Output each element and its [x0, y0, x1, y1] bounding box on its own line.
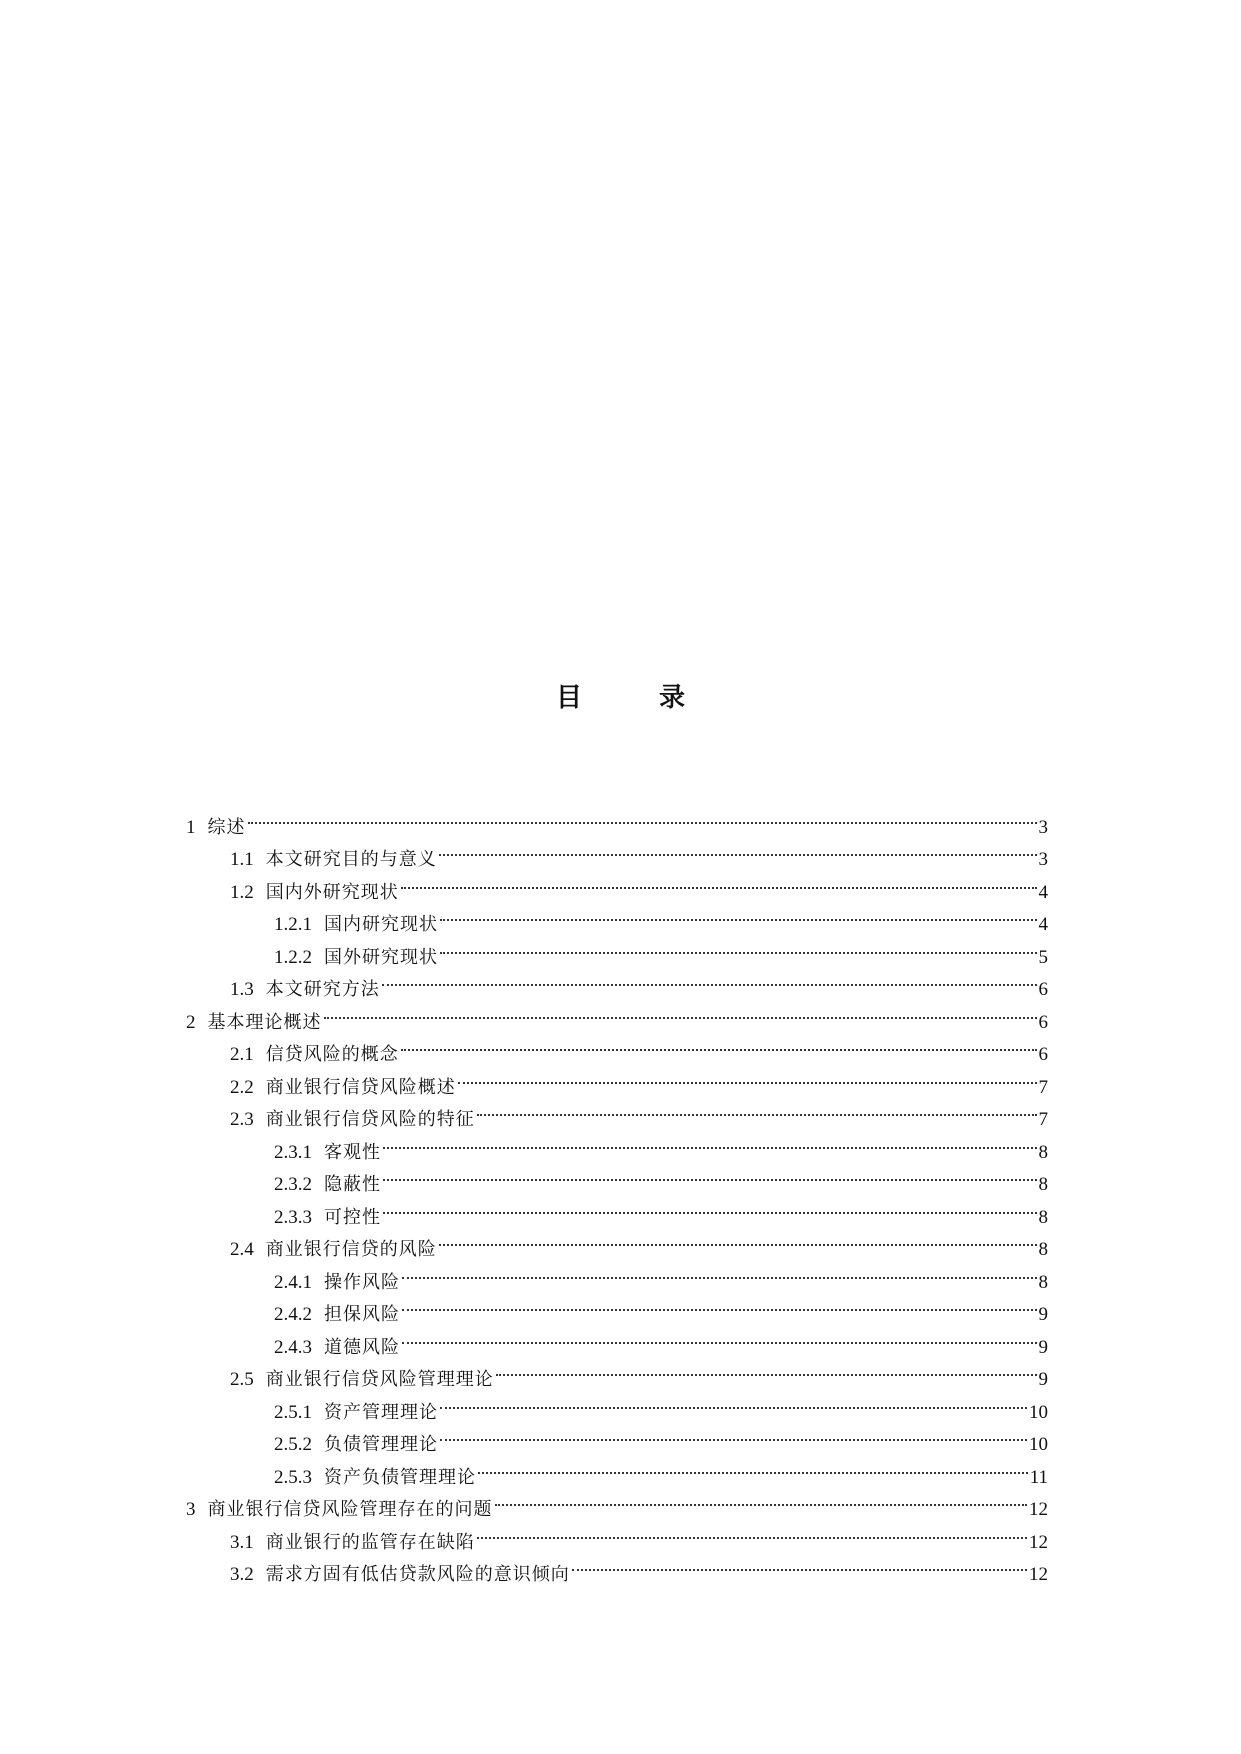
toc-dot-leader: [440, 930, 1037, 963]
toc-dot-leader: [383, 1158, 1037, 1191]
toc-entry-number: 3.2: [230, 1564, 254, 1585]
toc-entry-page: 7: [1038, 1076, 1048, 1098]
toc-entry[interactable]: [186, 930, 1048, 968]
toc-entry-page: 4: [1038, 881, 1048, 903]
toc-entry[interactable]: [186, 1223, 1048, 1260]
toc-entry-number: 2: [186, 1011, 196, 1033]
toc-entry-title: 隐蔽性: [324, 1174, 381, 1195]
toc-dot-leader: [402, 1288, 1037, 1321]
toc-entry-page: 10: [1029, 1401, 1048, 1423]
toc-dot-leader: [495, 1483, 1028, 1516]
toc-entry-number: 2.3.3: [274, 1206, 312, 1228]
toc-entry-number: 1.2.2: [274, 946, 312, 968]
toc-dot-leader: [439, 833, 1037, 866]
toc-dot-leader: [402, 1255, 1037, 1288]
toc-entry-title: 担保风险: [324, 1304, 400, 1325]
toc-entry-page: 7: [1038, 1109, 1048, 1130]
toc-entry-title: 资产负债管理理论: [324, 1466, 476, 1488]
toc-entry-title: 可控性: [324, 1206, 381, 1228]
toc-entry-page: 4: [1038, 914, 1048, 935]
toc-entry-number: 3: [186, 1499, 196, 1520]
toc-entry-page: 6: [1038, 1044, 1048, 1065]
toc-dot-leader: [324, 995, 1037, 1028]
toc-entry-number: 2.4.2: [274, 1304, 312, 1325]
toc-entry[interactable]: [186, 963, 1048, 1000]
toc-entry-page: 12: [1029, 1499, 1048, 1520]
toc-entry-number: 2.5: [230, 1369, 254, 1390]
toc-entry-title: 商业银行信贷的风险: [265, 1239, 437, 1260]
toc-entry-page: 11: [1029, 1466, 1048, 1488]
toc-entry-number: 1: [186, 816, 196, 838]
toc-entry-title: 负债管理理论: [324, 1434, 438, 1455]
toc-dot-leader: [402, 1320, 1037, 1353]
toc-entry-number: 2.4: [230, 1239, 254, 1260]
toc-entry-page: 12: [1029, 1531, 1048, 1553]
toc-entry-number: 1.2.1: [274, 914, 312, 935]
toc-entry-title: 商业银行信贷风险概述: [265, 1076, 456, 1098]
toc-entry[interactable]: [186, 1320, 1048, 1358]
toc-entry-page: 8: [1038, 1206, 1048, 1228]
toc-dot-leader: [496, 1353, 1037, 1386]
toc-entry-number: 2.5.3: [274, 1466, 312, 1488]
toc-entry[interactable]: [186, 1190, 1048, 1228]
toc-dot-leader: [440, 1385, 1027, 1418]
toc-entry-page: 8: [1038, 1174, 1048, 1195]
toc-entry-page: 9: [1038, 1336, 1048, 1358]
toc-entry-page: 8: [1038, 1239, 1048, 1260]
toc-entry-title: 国内外研究现状: [265, 881, 399, 903]
toc-entry-title: 需求方固有低估贷款风险的意识倾向: [265, 1564, 570, 1585]
toc-entry-number: 2.1: [230, 1044, 254, 1065]
toc-entry-number: 2.2: [230, 1076, 254, 1098]
toc-entry-title: 道德风险: [324, 1336, 400, 1358]
toc-dot-leader: [248, 800, 1037, 833]
toc-dot-leader: [439, 1223, 1037, 1256]
toc-entry-page: 9: [1038, 1304, 1048, 1325]
toc-entry[interactable]: [186, 1450, 1048, 1488]
toc-entry-number: 2.3.2: [274, 1174, 312, 1195]
toc-entry-number: 2.4.3: [274, 1336, 312, 1358]
toc-entry-page: 9: [1038, 1369, 1048, 1390]
toc-entry-page: 3: [1038, 849, 1048, 870]
toc-dot-leader: [458, 1060, 1037, 1093]
toc-entry[interactable]: [186, 1483, 1048, 1520]
toc-entry-page: 6: [1038, 1011, 1048, 1033]
toc-entry-page: 10: [1029, 1434, 1048, 1455]
toc-entry-page: 12: [1029, 1564, 1048, 1585]
toc-entry[interactable]: [186, 1353, 1048, 1390]
toc-entry-page: 6: [1038, 979, 1048, 1000]
toc-dot-leader: [440, 898, 1037, 931]
toc-entry-number: 1.3: [230, 979, 254, 1000]
toc-entry-number: 1.1: [230, 849, 254, 870]
toc-entry-title: 操作风险: [324, 1271, 400, 1293]
toc-entry[interactable]: [186, 1158, 1048, 1195]
toc-entry-number: 2.3.1: [274, 1141, 312, 1163]
toc-entry-title: 商业银行的监管存在缺陷: [265, 1531, 475, 1553]
toc-entry-number: 1.2: [230, 881, 254, 903]
toc-entry-page: 3: [1038, 816, 1048, 838]
toc-entry-title: 资产管理理论: [324, 1401, 438, 1423]
toc-dot-leader: [382, 963, 1037, 996]
toc-entry-number: 2.4.1: [274, 1271, 312, 1293]
toc-entry-title: 基本理论概述: [207, 1011, 322, 1033]
toc-dot-leader: [401, 1028, 1037, 1061]
toc-entry[interactable]: [186, 1288, 1048, 1325]
toc-entry-title: 国外研究现状: [324, 946, 438, 968]
toc-entry-page: 5: [1038, 946, 1048, 968]
toc-entry-number: 2.5.2: [274, 1434, 312, 1455]
toc-entry-title: 商业银行信贷风险管理理论: [265, 1369, 494, 1390]
toc-dot-leader: [401, 865, 1037, 898]
toc-entry-title: 客观性: [324, 1141, 381, 1163]
toc-entry-title: 本文研究方法: [265, 979, 380, 1000]
toc-entry-title: 综述: [207, 816, 246, 838]
toc-entry-title: 商业银行信贷风险管理存在的问题: [207, 1499, 493, 1520]
toc-entry-title: 商业银行信贷风险的特征: [265, 1109, 475, 1130]
toc-entry-page: 8: [1038, 1141, 1048, 1163]
toc-dot-leader: [477, 1093, 1037, 1126]
toc-entry-number: 2.3: [230, 1109, 254, 1130]
toc-entry-title: 信贷风险的概念: [265, 1044, 399, 1065]
toc-dot-leader: [478, 1450, 1028, 1483]
toc-dot-leader: [477, 1515, 1027, 1548]
toc-dot-leader: [440, 1418, 1027, 1451]
page-title: 目 录: [555, 683, 720, 713]
toc-entry[interactable]: [186, 1418, 1048, 1455]
toc-entry-title: 国内研究现状: [324, 914, 438, 935]
toc-dot-leader: [572, 1548, 1027, 1581]
toc-entry-number: 3.1: [230, 1531, 254, 1553]
toc-entry-number: 2.5.1: [274, 1401, 312, 1423]
toc-dot-leader: [383, 1125, 1037, 1158]
toc-entry-page: 8: [1038, 1271, 1048, 1293]
toc-entry-title: 本文研究目的与意义: [265, 849, 437, 870]
toc-entry[interactable]: [186, 833, 1048, 870]
toc-entry[interactable]: [186, 800, 1048, 838]
table-of-contents: [186, 800, 1048, 1585]
toc-dot-leader: [383, 1190, 1037, 1223]
